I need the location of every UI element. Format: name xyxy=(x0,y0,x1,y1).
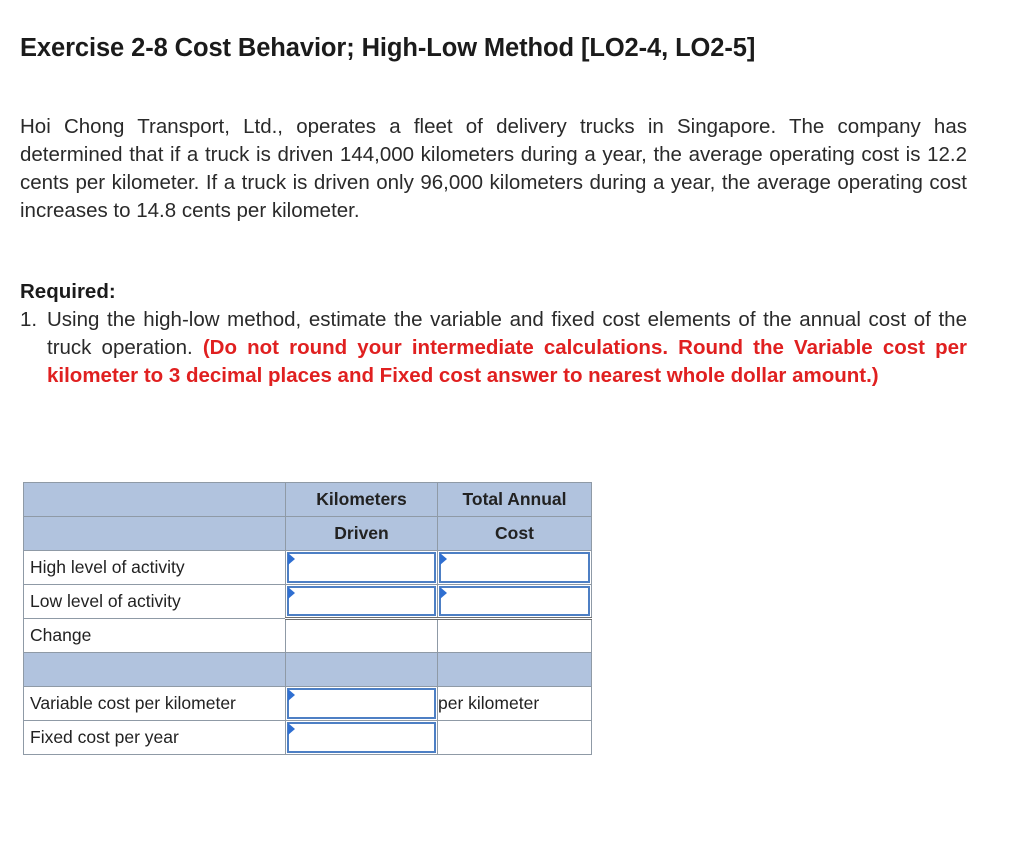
requirement-body xyxy=(47,306,967,390)
answer-flag-icon xyxy=(288,587,295,599)
high-km-input[interactable] xyxy=(287,552,436,583)
header-cost: Cost xyxy=(438,517,592,551)
cell-high-cost xyxy=(438,551,592,585)
header-row-1 xyxy=(24,483,592,517)
row-spacer xyxy=(24,653,592,687)
low-cost-input[interactable] xyxy=(439,586,590,616)
problem-description: Hoi Chong Transport, Ltd., operates a fleet of delivery trucks in Singapore. The company has determined that if a truck is driven 144,000 kilometers during a year, the average operating cost is 12.2 cents per kilometer. If a truck is driven only 96,000 kilometers during a year, the average operating cost increases to 14.8 cents per kilometer. xyxy=(20,115,967,222)
page-title: Exercise 2-8 Cost Behavior; High-Low Method [LO2-4, LO2-5] xyxy=(20,34,756,62)
fixed-cost-input[interactable] xyxy=(287,722,436,753)
requirement-text: Using the high-low method, estimate the variable and fixed cost elements of the annual cost of the truck operation. xyxy=(47,308,967,359)
answer-flag-icon xyxy=(440,553,447,565)
row-variable-cost xyxy=(24,687,592,721)
row-low-activity xyxy=(24,585,592,619)
cell-fixed-cost xyxy=(286,721,438,755)
row-high-activity xyxy=(24,551,592,585)
high-cost-input[interactable] xyxy=(439,552,590,583)
label-low-activity: Low level of activity xyxy=(24,585,286,619)
header-blank-2 xyxy=(24,517,286,551)
rounding-instruction: (Do not round your intermediate calculations. Round the Variable cost per kilometer to 3 decimal places and Fixed cost answer to nearest whole dollar amount.) xyxy=(47,336,967,387)
cell-low-cost xyxy=(438,585,592,619)
variable-cost-input[interactable] xyxy=(287,688,436,719)
requirement-item xyxy=(20,306,967,390)
label-change: Change xyxy=(24,619,286,653)
label-high-activity: High level of activity xyxy=(24,551,286,585)
high-low-table xyxy=(23,482,592,755)
header-driven: Driven xyxy=(286,517,438,551)
header-kilometers: Kilometers xyxy=(286,483,438,517)
answer-flag-icon xyxy=(288,723,295,735)
cell-low-km xyxy=(286,585,438,619)
spacer-cell xyxy=(24,653,286,687)
header-total-annual: Total Annual xyxy=(438,483,592,517)
label-fixed-cost: Fixed cost per year xyxy=(24,721,286,755)
row-fixed-cost xyxy=(24,721,592,755)
required-label: Required: xyxy=(20,280,116,303)
spacer-cell xyxy=(286,653,438,687)
cell-variable-cost xyxy=(286,687,438,721)
cell-high-km xyxy=(286,551,438,585)
label-variable-cost: Variable cost per kilometer xyxy=(24,687,286,721)
cell-change-km xyxy=(286,619,438,653)
answer-flag-icon xyxy=(440,587,447,599)
requirement-number: 1. xyxy=(20,308,38,331)
header-row-2 xyxy=(24,517,592,551)
cell-change-cost xyxy=(438,619,592,653)
spacer-cell xyxy=(438,653,592,687)
answer-flag-icon xyxy=(288,553,295,565)
answer-flag-icon xyxy=(288,689,295,701)
header-blank xyxy=(24,483,286,517)
low-km-input[interactable] xyxy=(287,586,436,616)
cell-fixed-blank xyxy=(438,721,592,755)
per-kilometer-unit: per kilometer xyxy=(438,687,592,721)
row-change xyxy=(24,619,592,653)
